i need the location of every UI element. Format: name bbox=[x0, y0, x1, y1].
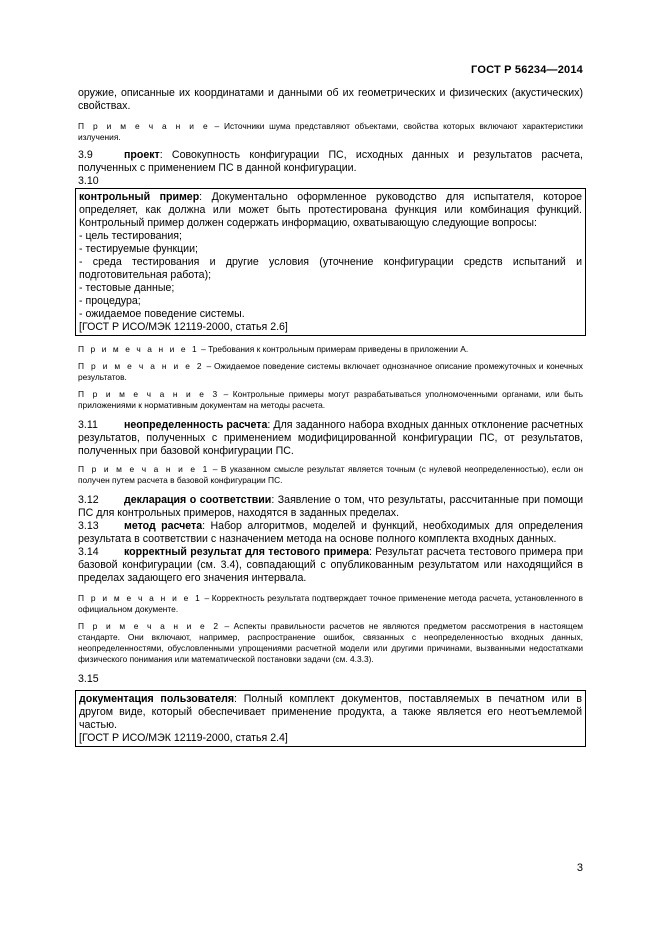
list-item: - среда тестирования и другие условия (уточнение конфигурации средств испытаний и подготовительная работа); bbox=[79, 256, 582, 281]
term-title: проект bbox=[124, 149, 160, 161]
term-definition: : Полный комплект документов, поставляемых в печатном или в другом виде, который обеспечивает применение продукта, а также является его неотъемлемой частью. bbox=[79, 693, 582, 731]
note bbox=[78, 389, 583, 411]
term-definition: : Результат расчета тестового примера при базовой конфигурации (см. 3.4), совпадающий с опубликованным результатом или находящийся в пределах задающего его значения интервала. bbox=[78, 546, 583, 584]
continued-paragraph: оружие, описанные их координатами и данными об их геометрических и физических (акустических) свойствах. bbox=[78, 87, 583, 112]
list-item: - процедура; bbox=[79, 295, 141, 307]
term-definition: : Документально оформленное руководство для испытателя, которое определяет, как должна или может быть протестирована функция или комбинация функций. Контрольный пример должен содержать информацию, охватывающую следующие вопросы: bbox=[79, 191, 583, 229]
note-label: П р и м е ч а н и е 1 bbox=[78, 464, 210, 474]
page-content bbox=[78, 87, 583, 747]
note-label: П р и м е ч а н и е 1 bbox=[78, 344, 199, 354]
term-title: корректный результат для тестового примера bbox=[124, 546, 370, 558]
note-label: П р и м е ч а н и е 2 bbox=[78, 621, 221, 631]
term-title: декларация о соответствии bbox=[124, 494, 272, 506]
term-definition: : Набор алгоритмов, моделей и функций, необходимых для определения результата в соответствии с назначением метода на основе полного комплекта входных данных. bbox=[78, 520, 583, 545]
term-number-3-15: 3.15 bbox=[78, 673, 99, 685]
term-number: 3.14 bbox=[78, 546, 99, 558]
definition-3-15 bbox=[79, 693, 582, 732]
definition-box-3-15 bbox=[75, 690, 586, 747]
term-definition: : Заявление о том, что результаты, рассчитанные при помощи ПС для контрольных примеров, находятся в заданных пределах. bbox=[78, 494, 583, 519]
source-reference: [ГОСТ Р ИСО/МЭК 12119-2000, статья 2.4] bbox=[79, 732, 288, 744]
definition-3-13 bbox=[78, 520, 583, 546]
list-item: - ожидаемое поведение системы. bbox=[79, 308, 245, 320]
note bbox=[78, 121, 583, 143]
note-text: – Корректность результата подтверждает точное применение метода расчета, установленного в официальном документе. bbox=[78, 593, 583, 614]
note-text: – В указанном смысле результат является точным (с нулевой неопределенностью), если он получен путем расчета в базовой конфигурации ПС. bbox=[78, 464, 583, 485]
note-label: П р и м е ч а н и е 1 bbox=[78, 593, 202, 603]
term-title: документация пользователя bbox=[79, 693, 235, 705]
note-text: – Требования к контрольным примерам приведены в приложении А. bbox=[198, 344, 469, 354]
note-text: – Источники шума представляют объектами, свойства которых включают характеристики излучения. bbox=[78, 121, 583, 142]
definition-3-14 bbox=[78, 546, 583, 585]
definition-3-10 bbox=[79, 191, 582, 230]
note-label: П р и м е ч а н и е bbox=[78, 121, 210, 131]
term-number-3-10: 3.10 bbox=[78, 175, 99, 187]
note bbox=[78, 361, 583, 383]
list-item: - тестовые данные; bbox=[79, 282, 175, 294]
list-item: - тестируемые функции; bbox=[79, 243, 198, 255]
definition-box-3-10 bbox=[75, 188, 586, 336]
definition-3-9 bbox=[78, 149, 583, 175]
term-title: неопределенность расчета bbox=[124, 419, 268, 431]
note-text: – Аспекты правильности расчетов не являются предметом рассмотрения в настоящем стандарте. Они включают, например, распространение ошибок, связанных с неопределенностью входных данных, неопределенностями, обусловленными упрощениями расчетной модели или другими причинами, вызванными недостатками физического понимания или математической постановки задачи (см. 4.3.3). bbox=[78, 621, 583, 664]
definition-3-12 bbox=[78, 494, 583, 520]
term-title: контрольный пример bbox=[79, 191, 200, 203]
term-number: 3.9 bbox=[78, 149, 93, 161]
definition-3-11 bbox=[78, 419, 583, 458]
page-number: 3 bbox=[576, 862, 583, 874]
note bbox=[78, 344, 583, 355]
term-number: 3.11 bbox=[78, 419, 98, 431]
term-definition: : Совокупность конфигурации ПС, исходных данных и результатов расчета, полученных с применением ПС в данной конфигурации. bbox=[78, 149, 583, 174]
term-number: 3.12 bbox=[78, 494, 99, 506]
note-text: – Ожидаемое поведение системы включает однозначное описание промежуточных и конечных результатов. bbox=[78, 361, 583, 382]
source-reference: [ГОСТ Р ИСО/МЭК 12119-2000, статья 2.6] bbox=[79, 321, 288, 333]
list-item: - цель тестирования; bbox=[79, 230, 182, 242]
note-text: – Контрольные примеры могут разрабатываться уполномоченными органами, или быть приложениями к нормативным документам на методы расчета. bbox=[78, 389, 583, 410]
note bbox=[78, 593, 583, 615]
document-id-header: ГОСТ Р 56234—2014 bbox=[471, 64, 583, 76]
note bbox=[78, 464, 583, 486]
term-number: 3.13 bbox=[78, 520, 99, 532]
term-definition: : Для заданного набора входных данных отклонение расчетных результатов, полученных с применением модифицированной конфигурации ПС, от результатов, полученных при базовой конфигурации ПС. bbox=[78, 419, 583, 457]
note-label: П р и м е ч а н и е 2 bbox=[78, 361, 204, 371]
note-label: П р и м е ч а н и е 3 bbox=[78, 389, 220, 399]
term-title: метод расчета bbox=[124, 520, 203, 532]
note bbox=[78, 621, 583, 665]
